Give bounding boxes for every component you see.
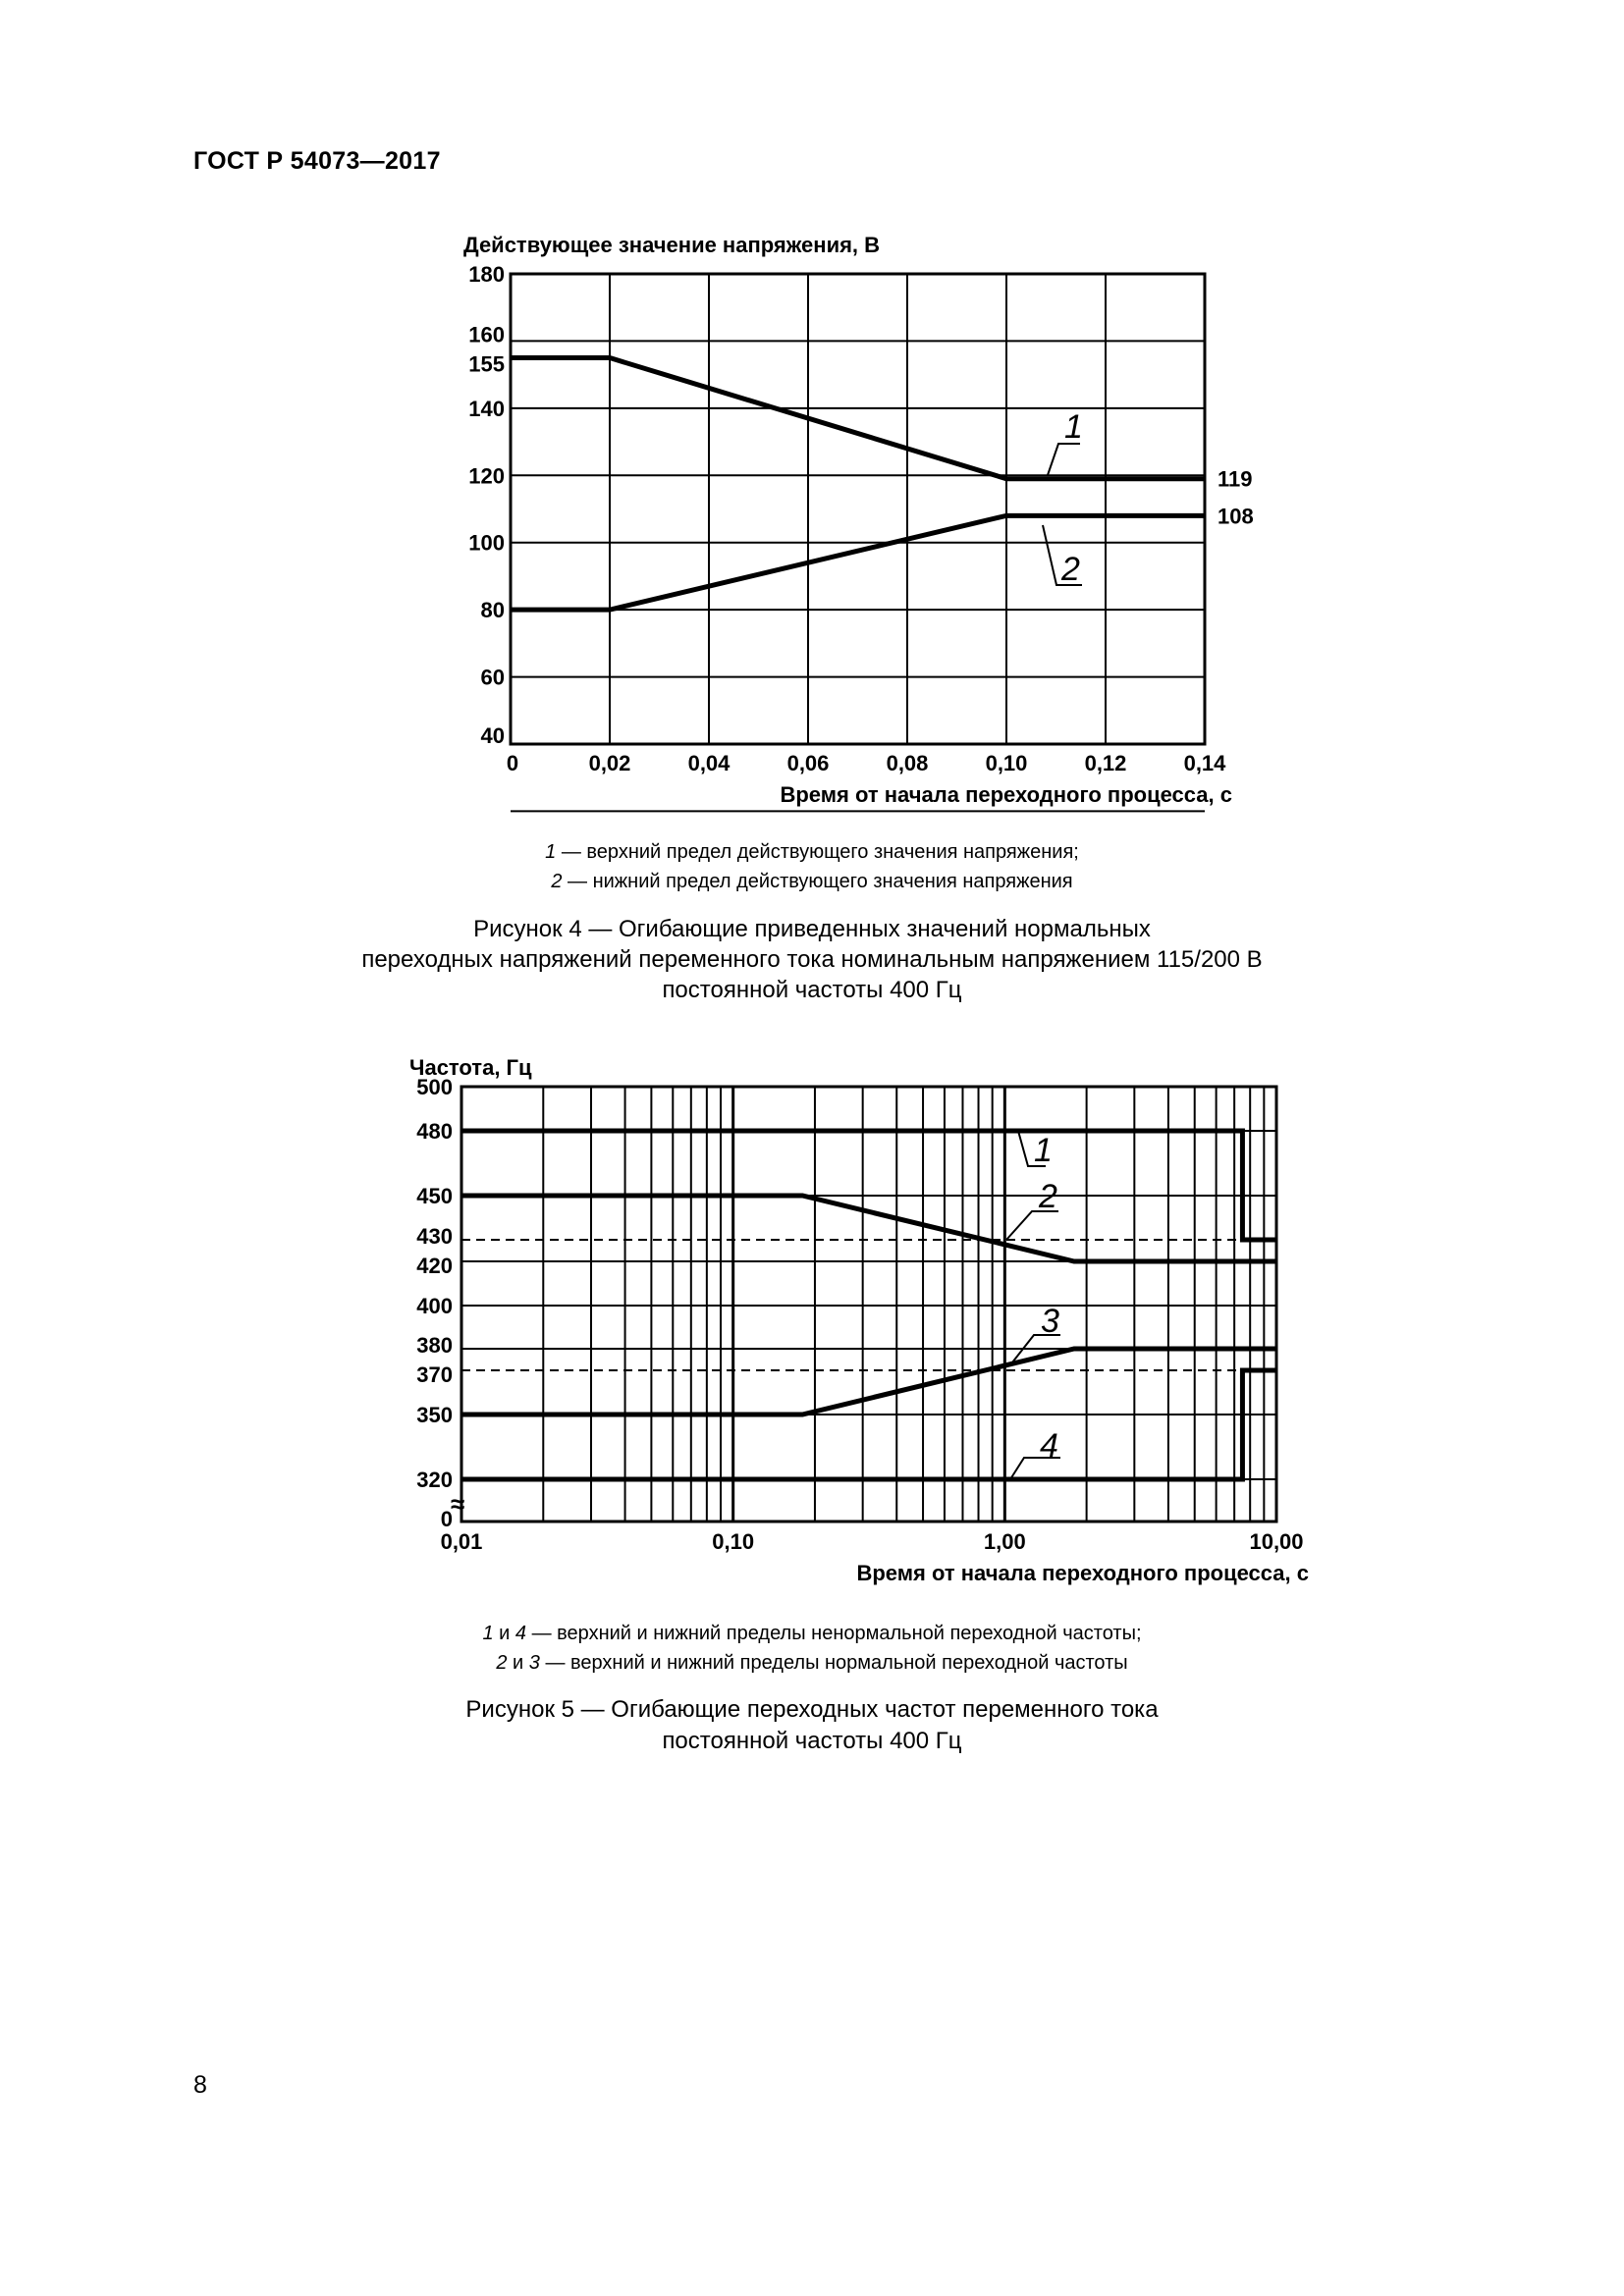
x-tick-label: 0,01 <box>440 1529 483 1554</box>
x-tick-label: 0,04 <box>687 751 731 775</box>
series-line-4 <box>461 1370 1276 1479</box>
y-tick-label: 0 <box>440 1507 453 1531</box>
x-tick-label: 0,06 <box>786 751 830 775</box>
series-number-label-4: 4 <box>1040 1427 1058 1465</box>
y-tick-label: 430 <box>416 1224 453 1249</box>
x-tick-label: 0 <box>506 751 519 775</box>
x-tick-label: 10,00 <box>1249 1529 1304 1554</box>
y-tick-label: 500 <box>416 1075 453 1099</box>
series-number-label-1: 1 <box>1064 408 1083 446</box>
series-number-label-3: 3 <box>1041 1303 1059 1340</box>
figure-4-legend-item-1: 1 — верхний предел действующего значения напряжения; <box>545 841 1079 863</box>
plot-frame <box>461 1087 1276 1522</box>
y-tick-label: 155 <box>468 351 505 377</box>
x-tick-label: 1,00 <box>983 1529 1026 1554</box>
x-tick-label: 0,10 <box>712 1529 755 1554</box>
series-end-label-1: 119 <box>1218 466 1253 492</box>
figure-5-legend-item-2: 2 и 3 — верхний и нижний пределы нормальной переходной частоты <box>496 1652 1128 1674</box>
x-axis-label: Время от начала переходного процесса, с <box>856 1561 1309 1585</box>
figure-5-caption-line-2: постоянной частоты 400 Гц <box>662 1728 962 1754</box>
y-tick-label: 480 <box>416 1119 453 1144</box>
x-axis-label: Время от начала переходного процесса, с <box>780 782 1232 807</box>
y-tick-label: 160 <box>468 322 505 347</box>
y-tick-label: 40 <box>480 723 505 748</box>
x-tick-label: 0,08 <box>886 751 929 775</box>
y-tick-label: 60 <box>480 665 505 690</box>
y-tick-label: 180 <box>468 262 505 287</box>
x-tick-label: 0,02 <box>588 751 631 775</box>
y-tick-label: 140 <box>468 396 505 421</box>
series-callout-2 <box>1006 1211 1058 1240</box>
y-tick-label: 320 <box>416 1468 453 1492</box>
y-tick-label: 380 <box>416 1333 453 1358</box>
series-line-2 <box>461 1196 1276 1261</box>
series-number-label-2: 2 <box>1061 551 1080 588</box>
y-tick-label: 120 <box>468 463 505 489</box>
y-tick-label: 350 <box>416 1403 453 1427</box>
figure-5-legend-item-1: 1 и 4 — верхний и нижний пределы ненормальной переходной частоты; <box>482 1623 1142 1644</box>
series-end-label-2: 108 <box>1218 504 1254 529</box>
series-line-3 <box>461 1349 1276 1415</box>
y-tick-label: 100 <box>468 530 505 556</box>
y-axis-label: Действующее значение напряжения, В <box>463 233 881 257</box>
x-tick-label: 0,12 <box>1084 751 1127 775</box>
y-tick-label: 450 <box>416 1184 453 1208</box>
page-number: 8 <box>193 2071 207 2099</box>
series-line-1 <box>461 1131 1276 1240</box>
figure-4-caption-line-3: постоянной частоты 400 Гц <box>662 977 962 1003</box>
y-tick-label: 400 <box>416 1294 453 1318</box>
y-tick-label: 370 <box>416 1362 453 1387</box>
axis-break-symbol: ≈ <box>451 1489 465 1519</box>
y-tick-label: 80 <box>480 598 505 623</box>
y-tick-label: 420 <box>416 1254 453 1278</box>
figure-5-caption-line-1: Рисунок 5 — Огибающие переходных частот переменного тока <box>465 1696 1159 1723</box>
series-number-label-1: 1 <box>1034 1132 1053 1169</box>
x-tick-label: 0,10 <box>985 751 1028 775</box>
x-tick-label: 0,14 <box>1183 751 1226 775</box>
y-axis-label: Частота, Гц <box>409 1055 532 1080</box>
series-number-label-2: 2 <box>1039 1178 1057 1215</box>
figure-4-caption-line-2: переходных напряжений переменного тока номинальным напряжением 115/200 В <box>361 946 1263 973</box>
figure-4-caption-line-1: Рисунок 4 — Огибающие приведенных значений нормальных <box>473 916 1151 942</box>
figure-4-legend-item-2: 2 — нижний предел действующего значения напряжения <box>551 871 1073 892</box>
document-code: ГОСТ Р 54073—2017 <box>193 147 441 175</box>
